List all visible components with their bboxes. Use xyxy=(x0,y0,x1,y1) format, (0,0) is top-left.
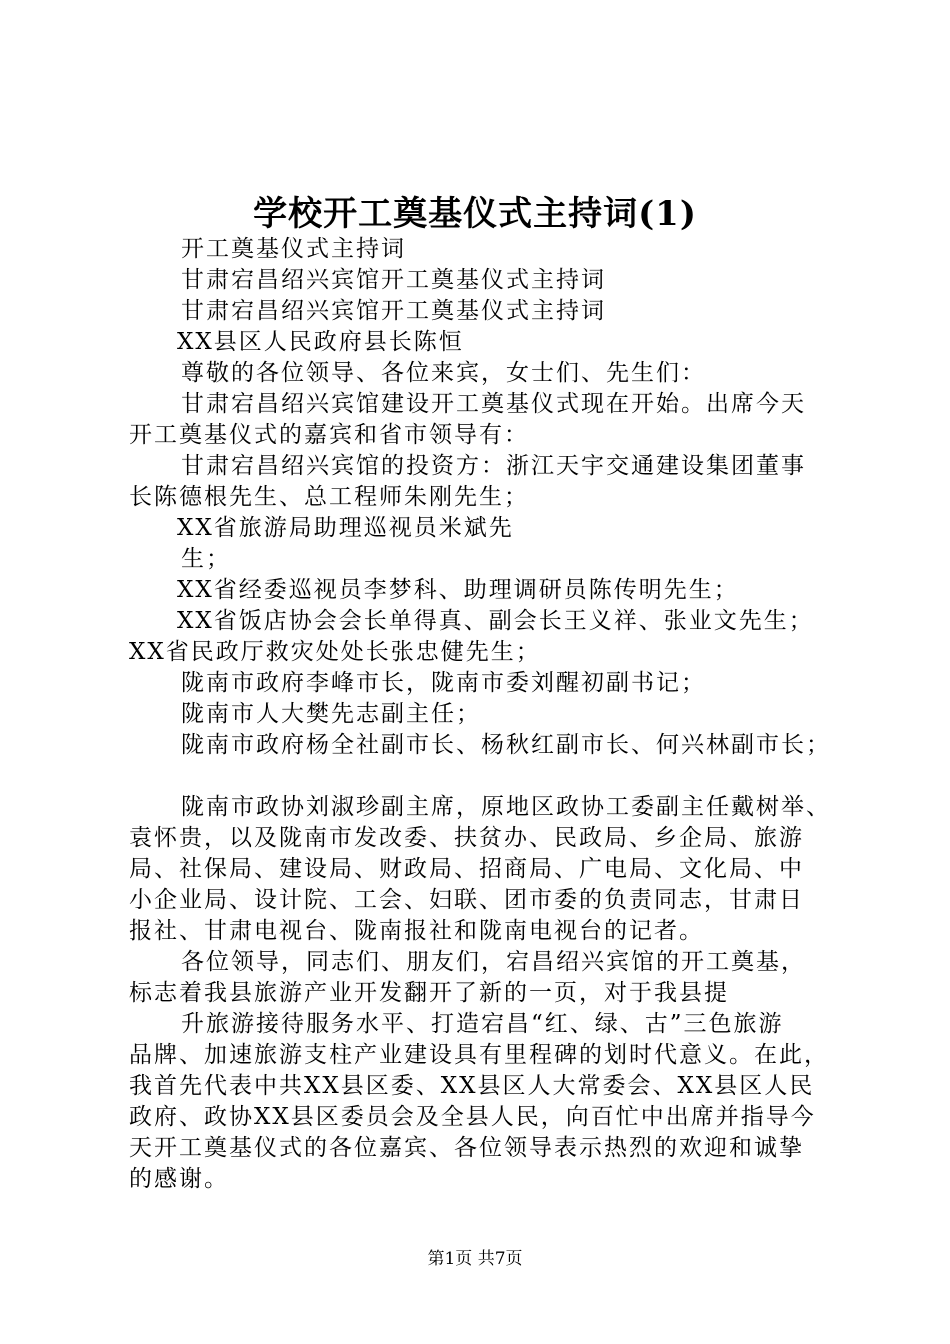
text-line: 天开工奠基仪式的各位嘉宾、各位领导表示热烈的欢迎和诚挚 xyxy=(129,1135,804,1161)
text-line: XX省民政厅救灾处处长张忠健先生； xyxy=(129,639,541,665)
text-line: 陇南市政府李峰市长，陇南市委刘醒初副书记； xyxy=(181,670,706,696)
text-line: 甘肃宕昌绍兴宾馆开工奠基仪式主持词 xyxy=(181,267,606,293)
text-line: 政府、政协XX县区委员会及全县人民，向百忙中出席并指导今 xyxy=(129,1104,816,1130)
text-line: 升旅游接待服务水平、打造宕昌“红、绿、古”三色旅游 xyxy=(181,1011,784,1037)
text-line: 开工奠基仪式的嘉宾和省市领导有： xyxy=(129,422,529,448)
text-line: XX省饭店协会会长单得真、副会长王义祥、张业文先生； xyxy=(177,608,814,634)
page-footer: 第1页 共7页 xyxy=(427,1249,523,1269)
text-line: 甘肃宕昌绍兴宾馆开工奠基仪式主持词 xyxy=(181,298,606,324)
text-line: 生； xyxy=(181,546,231,572)
text-line: XX县区人民政府县长陈恒 xyxy=(177,329,464,355)
text-line: 甘肃宕昌绍兴宾馆建设开工奠基仪式现在开始。出席今天 xyxy=(181,391,806,417)
document-title: 学校开工奠基仪式主持词(1) xyxy=(253,194,697,234)
text-line: 局、社保局、建设局、财政局、招商局、广电局、文化局、中 xyxy=(129,856,804,882)
text-line: 的感谢。 xyxy=(129,1166,229,1192)
document-body xyxy=(129,234,849,1195)
text-line: 小企业局、设计院、工会、妇联、团市委的负责同志，甘肃日 xyxy=(129,887,804,913)
text-line: 陇南市人大樊先志副主任； xyxy=(181,701,481,727)
text-line: 陇南市政府杨全社副市长、杨秋红副市长、何兴林副市长； xyxy=(181,732,831,758)
text-line: XX省旅游局助理巡视员米斌先 xyxy=(177,515,514,541)
text-line: 甘肃宕昌绍兴宾馆的投资方：浙江天宇交通建设集团董事 xyxy=(181,453,806,479)
paragraph-gap xyxy=(129,761,849,792)
text-line: 长陈德根先生、总工程师朱刚先生； xyxy=(129,484,529,510)
text-line: 袁怀贵，以及陇南市发改委、扶贫办、民政局、乡企局、旅游 xyxy=(129,825,804,851)
text-line: 标志着我县旅游产业开发翻开了新的一页，对于我县提 xyxy=(129,980,729,1006)
text-line: 我首先代表中共XX县区委、XX县区人大常委会、XX县区人民 xyxy=(129,1073,815,1099)
text-line: 各位领导，同志们、朋友们，宕昌绍兴宾馆的开工奠基， xyxy=(181,949,806,975)
text-line: 报社、甘肃电视台、陇南报社和陇南电视台的记者。 xyxy=(129,918,704,944)
text-line: 开工奠基仪式主持词 xyxy=(181,236,406,262)
text-line: XX省经委巡视员李梦科、助理调研员陈传明先生； xyxy=(177,577,739,603)
text-line: 品牌、加速旅游支柱产业建设具有里程碑的划时代意义。在此， xyxy=(129,1042,829,1068)
text-line: 陇南市政协刘淑珍副主席，原地区政协工委副主任戴树举、 xyxy=(181,794,831,820)
text-line: 尊敬的各位领导、各位来宾，女士们、先生们： xyxy=(181,360,706,386)
